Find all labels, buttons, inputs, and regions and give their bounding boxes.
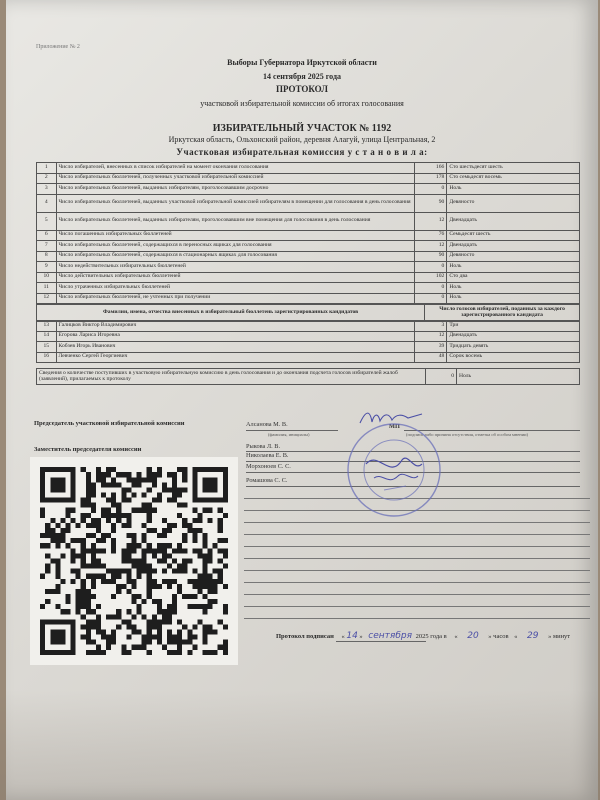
result-row-label: Число избирательных бюллетеней, выданных участковой избирательной комиссией избирателям в помещении для голосования в день голосования	[56, 194, 415, 212]
signed-minutes: 29	[527, 631, 539, 641]
result-row-number: 10	[37, 272, 57, 283]
commission-stamp	[344, 420, 444, 520]
result-row-number: 7	[37, 241, 57, 252]
signed-minutes-label: минут	[552, 633, 571, 640]
chair-label: Председатель участковой избирательной комиссии	[34, 420, 185, 427]
empty-line	[244, 534, 590, 535]
result-row	[37, 262, 580, 273]
result-row-number: 6	[37, 230, 57, 241]
signed-day: 14	[346, 631, 358, 641]
result-row	[37, 241, 580, 252]
result-row-label: Число избирательных бюллетеней, выданных избирателям, проголосовавшим досрочно	[56, 184, 415, 195]
result-row	[37, 230, 580, 241]
complaints-value: 0	[426, 369, 457, 385]
result-row	[37, 163, 580, 174]
candidate-number: 16	[37, 352, 57, 363]
protocol-subtitle: участковой избирательной комиссии об итогах голосования	[200, 99, 404, 108]
result-row-words: Сто шестьдесят шесть	[447, 163, 580, 174]
result-row-value: 76	[415, 230, 447, 241]
candidate-row	[37, 321, 580, 332]
result-row-value: 0	[415, 283, 447, 294]
results-table	[36, 162, 580, 304]
result-row	[37, 283, 580, 294]
result-row-words: Двенадцать	[447, 212, 580, 230]
candidate-row	[37, 352, 580, 363]
result-row-number: 5	[37, 212, 57, 230]
result-row-words: Девяносто	[447, 251, 580, 262]
empty-line	[244, 570, 590, 571]
signed-lead: Протокол подписан	[276, 633, 334, 640]
candidate-votes: 3	[415, 321, 447, 332]
result-row	[37, 293, 580, 304]
candidate-votes-words: Сорок восемь	[447, 352, 580, 363]
result-row-words: Сто два	[447, 272, 580, 283]
chair-name-line	[246, 430, 338, 431]
result-row	[37, 212, 580, 230]
result-row-words: Семьдесят шесть	[447, 230, 580, 241]
result-row	[37, 184, 580, 195]
signed-hours: 20	[467, 631, 479, 641]
result-row-number: 3	[37, 184, 57, 195]
complaints-label: Сведения о количестве поступивших в участковую избирательную комиссию в день голосования и до окончания подсчета голосов избирателей жалоб (заявлений), прилагаемых к протоколу	[37, 369, 426, 385]
election-date: 14 сентября 2025 года	[263, 72, 341, 81]
result-row-words: Ноль	[447, 283, 580, 294]
chair-name: Алсанова М. В.	[246, 421, 288, 428]
empty-line	[244, 522, 590, 523]
result-row-label: Число избирательных бюллетеней, выданных избирателям, проголосовавшим вне помещения для голосования в день голосования	[56, 212, 415, 230]
table-shadow	[0, 690, 600, 800]
result-row-words: Сто семьдесят восемь	[447, 173, 580, 184]
result-row-label: Число недействительных избирательных бюллетеней	[56, 262, 415, 273]
candidate-name: Левченко Сергей Георгиевич	[56, 352, 415, 363]
result-row-words: Ноль	[447, 262, 580, 273]
empty-line	[244, 618, 590, 619]
result-row-label: Число избирательных бюллетеней, полученных участковой избирательной комиссией	[56, 173, 415, 184]
commission-statement: Участковая избирательная комиссия у с т а н о в и л а:	[176, 147, 428, 157]
candidate-name: Галицков Виктор Владимирович	[56, 321, 415, 332]
result-row-number: 4	[37, 194, 57, 212]
qr-code	[30, 457, 238, 665]
result-row-number: 11	[37, 283, 57, 294]
sign-hint: (подпись либо причина отсутствия, отметка об особом мнении)	[406, 432, 529, 437]
protocol-sheet	[6, 0, 598, 800]
candidate-number: 14	[37, 331, 57, 342]
appendix-note: Приложение № 2	[36, 44, 80, 50]
result-row-value: 0	[415, 262, 447, 273]
result-row	[37, 173, 580, 184]
result-row-value: 12	[415, 241, 447, 252]
result-row-value: 166	[415, 163, 447, 174]
result-row-label: Число утраченных избирательных бюллетеней	[56, 283, 415, 294]
result-row	[37, 194, 580, 212]
member-name-4: Ромашова С. С.	[246, 477, 288, 484]
deputy-label: Заместитель председателя комиссии	[34, 446, 142, 453]
complaints-words: Ноль	[457, 369, 580, 385]
result-row-words: Ноль	[447, 184, 580, 195]
signed-date-line	[336, 641, 426, 642]
empty-line	[244, 582, 590, 583]
precinct-address: Иркутская область, Ольхонский район, деревня Алагуй, улица Центральная, 2	[168, 135, 436, 144]
result-row-number: 8	[37, 251, 57, 262]
result-row-number: 9	[37, 262, 57, 273]
result-row	[37, 272, 580, 283]
candidate-votes: 12	[415, 331, 447, 342]
result-row	[37, 251, 580, 262]
result-row-label: Число действительных избирательных бюллетеней	[56, 272, 415, 283]
votes-col-header: Число голосов избирателей, поданных за каждого зарегистрированного кандидата	[425, 305, 580, 322]
member-name-2: Николаева Е. В.	[246, 452, 289, 459]
signed-year: 2025 года в	[415, 633, 447, 640]
result-row-value: 90	[415, 194, 447, 212]
result-row-label: Число избирательных бюллетеней, содержащихся в переносных ящиках для голосования	[56, 241, 415, 252]
candidate-votes-words: Тридцать девять	[447, 342, 580, 353]
empty-line	[244, 546, 590, 547]
result-row-number: 12	[37, 293, 57, 304]
candidate-row	[37, 331, 580, 342]
result-row-value: 12	[415, 212, 447, 230]
complaints-table	[36, 368, 580, 385]
election-title: Выборы Губернатора Иркутской области	[227, 58, 377, 67]
signed-datetime: Протокол подписан « 14 » сентября 2025 года в « 20 » часов « 29 » минут	[276, 631, 571, 641]
result-row-label: Число избирательных бюллетеней, содержащихся в стационарных ящиках для голосования	[56, 251, 415, 262]
member-name-1: Рыкова Л. В.	[246, 443, 281, 450]
name-hint: (фамилия, инициалы)	[268, 432, 310, 437]
protocol-heading: ПРОТОКОЛ	[276, 84, 328, 94]
candidate-votes-words: Двенадцать	[447, 331, 580, 342]
candidate-votes: 48	[415, 352, 447, 363]
result-row-number: 2	[37, 173, 57, 184]
result-row-words: Ноль	[447, 293, 580, 304]
precinct-number: ИЗБИРАТЕЛЬНЫЙ УЧАСТОК № 1192	[212, 123, 392, 134]
candidate-name: Егорова Лариса Игоревна	[56, 331, 415, 342]
result-row-value: 178	[415, 173, 447, 184]
result-row-value: 0	[415, 184, 447, 195]
candidate-row	[37, 342, 580, 353]
candidate-col-header: Фамилии, имена, отчества внесенных в избирательный бюллетень зарегистрированных кандидатов	[37, 305, 425, 322]
candidate-number: 13	[37, 321, 57, 332]
empty-line	[244, 558, 590, 559]
result-row-label: Число избирателей, внесенных в список избирателей на момент окончания голосования	[56, 163, 415, 174]
member-name-3: Морхоноев С. С.	[246, 463, 291, 470]
empty-line	[244, 606, 590, 607]
signed-hours-label: часов	[493, 633, 509, 640]
result-row-label: Число погашенных избирательных бюллетеней	[56, 230, 415, 241]
candidate-name: Кобзев Игорь Иванович	[56, 342, 415, 353]
result-row-value: 0	[415, 293, 447, 304]
empty-line	[244, 594, 590, 595]
seal-mark: МП	[389, 423, 400, 430]
result-row-value: 90	[415, 251, 447, 262]
candidate-votes: 39	[415, 342, 447, 353]
result-row-label: Число избирательных бюллетеней, не учтенных при получении	[56, 293, 415, 304]
result-row-number: 1	[37, 163, 57, 174]
candidate-number: 15	[37, 342, 57, 353]
result-row-value: 102	[415, 272, 447, 283]
candidate-votes-words: Три	[447, 321, 580, 332]
candidate-table	[36, 320, 580, 363]
signed-month: сентября	[368, 631, 413, 641]
result-row-words: Девяносто	[447, 194, 580, 212]
result-row-words: Двенадцать	[447, 241, 580, 252]
